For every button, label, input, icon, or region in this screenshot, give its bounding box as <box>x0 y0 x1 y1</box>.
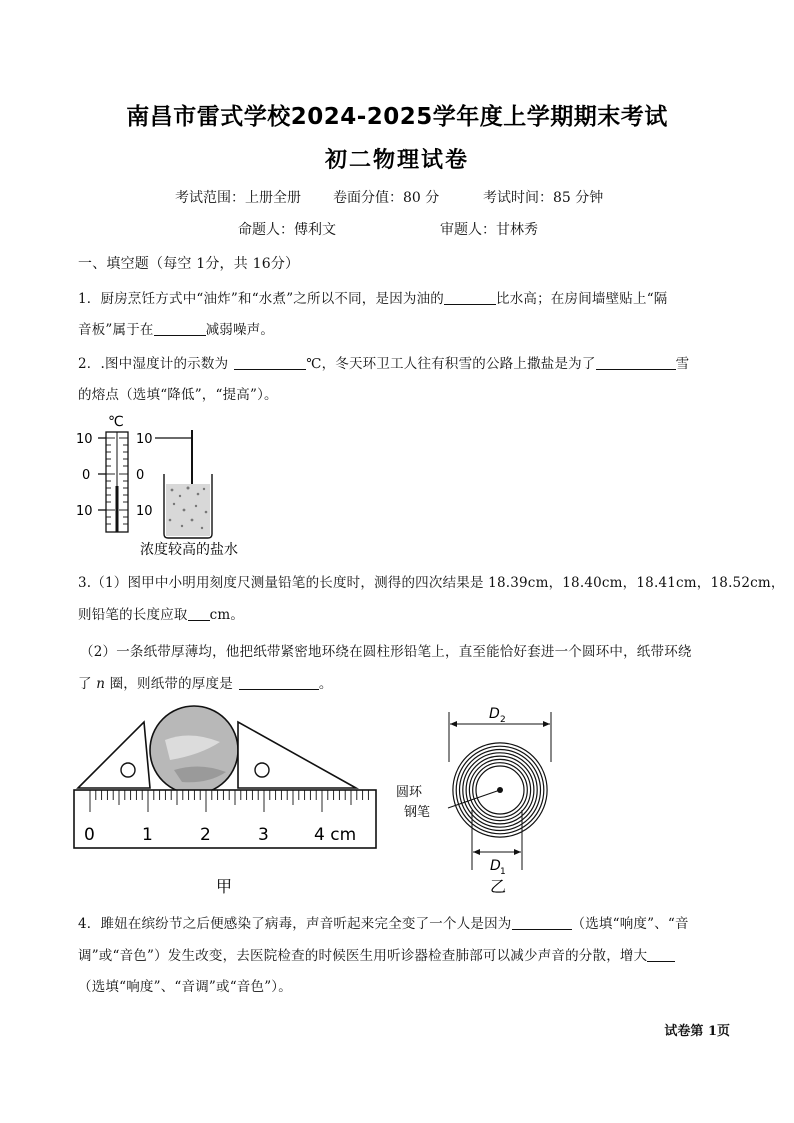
label-ring: 圆环 <box>396 785 423 800</box>
beaker-with-saltwater <box>155 430 212 538</box>
label-d2: D <box>489 706 500 722</box>
tick-left-mid: 0 <box>82 468 91 483</box>
label-d2-sub: 2 <box>500 715 506 725</box>
set-square-left <box>78 722 150 788</box>
q2-line-1: 2．.图中湿度计的示数为 ℃，冬天环卫工人往有积雪的公路上撒盐是为了 雪 <box>78 356 690 372</box>
q3-line-4: 了 n 圈，则纸带的厚度是 。 <box>78 676 333 692</box>
label-d1: D <box>490 858 501 874</box>
section-heading: 一、填空题（每空 1分，共 16分） <box>78 256 300 272</box>
tick-left-bottom: 10 <box>76 504 93 519</box>
tick-left-top: 10 <box>76 432 93 447</box>
q3-line-2: 则铅笔的长度应取 cm。 <box>78 607 245 623</box>
q1-line-2: 音板”属于在 减弱噪声。 <box>78 322 275 338</box>
q4-line-1: 4．雎妞在缤纷节之后便感染了病毒，声音听起来完全变了一个人是因为 （选填“响度”、“音 <box>78 916 689 932</box>
q3-line-1: 3.（1）图甲中小明用刻度尺测量铅笔的长度时，测得的四次结果是 18.39cm，18.40cm，18.41cm，18.52cm， <box>78 575 785 591</box>
figure-caption-yi: 乙 <box>490 877 507 896</box>
hygrometer-figure <box>70 408 240 558</box>
q2-blank-2[interactable] <box>596 355 676 370</box>
ruler-label-1: 1 <box>142 825 153 845</box>
d2-dimension <box>449 706 551 762</box>
exam-title: 南昌市雷式学校2024-2025学年度上学期期末考试 <box>126 104 668 130</box>
q4-blank-1[interactable] <box>512 915 572 930</box>
ruler-label-3: 3 <box>258 825 269 845</box>
thermometer-scale <box>98 432 128 532</box>
label-pipe: 钢笔 <box>404 805 431 820</box>
q4-line-3: （选填“响度”、“音调”或“音色”）。 <box>78 979 292 995</box>
exam-range: 考试范围：上册全册 <box>175 190 301 206</box>
ruler-label-4: 4 cm <box>314 825 357 845</box>
label-d1-sub: 1 <box>500 867 506 877</box>
pencil-cross-section <box>150 706 238 794</box>
exam-reviewer: 审题人：甘林秀 <box>440 222 538 238</box>
figure-caption-jia: 甲 <box>216 877 233 896</box>
q4-line-2: 调”或“音色”）发生改变，去医院检查的时候医生用听诊器检查肺部可以减少声音的分散，增大 <box>78 944 675 964</box>
q3-blank-1[interactable] <box>188 606 210 621</box>
tick-right-mid: 0 <box>136 468 145 483</box>
ruler-label-0: 0 <box>84 825 95 845</box>
exam-subtitle: 初二物理试卷 <box>324 148 469 173</box>
q4-blank-2[interactable] <box>647 947 675 962</box>
q1-blank-2[interactable] <box>154 321 206 336</box>
q3-line-3: （2）一条纸带厚薄均，他把纸带紧密地环绕在圆柱形铅笔上，直至能恰好套进一个圆环中，纸带环绕 <box>80 644 692 660</box>
q1-blank-1[interactable] <box>444 290 496 305</box>
ring-figure-yi <box>392 700 572 900</box>
exam-score: 卷面分值：80 分 <box>333 190 440 206</box>
beaker-caption: 浓度较高的盐水 <box>140 542 238 558</box>
exam-author: 命题人：傅利文 <box>238 222 336 238</box>
ruler-figure-jia <box>70 700 382 900</box>
q2-blank-1[interactable] <box>234 355 306 370</box>
exam-time: 考试时间：85 分钟 <box>483 190 604 206</box>
ruler-label-2: 2 <box>200 825 211 845</box>
q3-blank-2[interactable] <box>239 675 319 690</box>
set-square-right <box>238 722 356 788</box>
degree-unit: ℃ <box>108 414 124 430</box>
page-number: 试卷第 1页 <box>664 1024 730 1039</box>
tick-right-bottom: 10 <box>136 504 153 519</box>
tick-right-top: 10 <box>136 432 153 447</box>
q1-line-1: 1．厨房烹饪方式中“油炸”和“水煮”之所以不同，是因为油的 比水高；在房间墙壁贴上“隔 <box>78 291 668 307</box>
q2-line-2: 的熔点（选填“降低”，“提高”）。 <box>78 387 278 403</box>
